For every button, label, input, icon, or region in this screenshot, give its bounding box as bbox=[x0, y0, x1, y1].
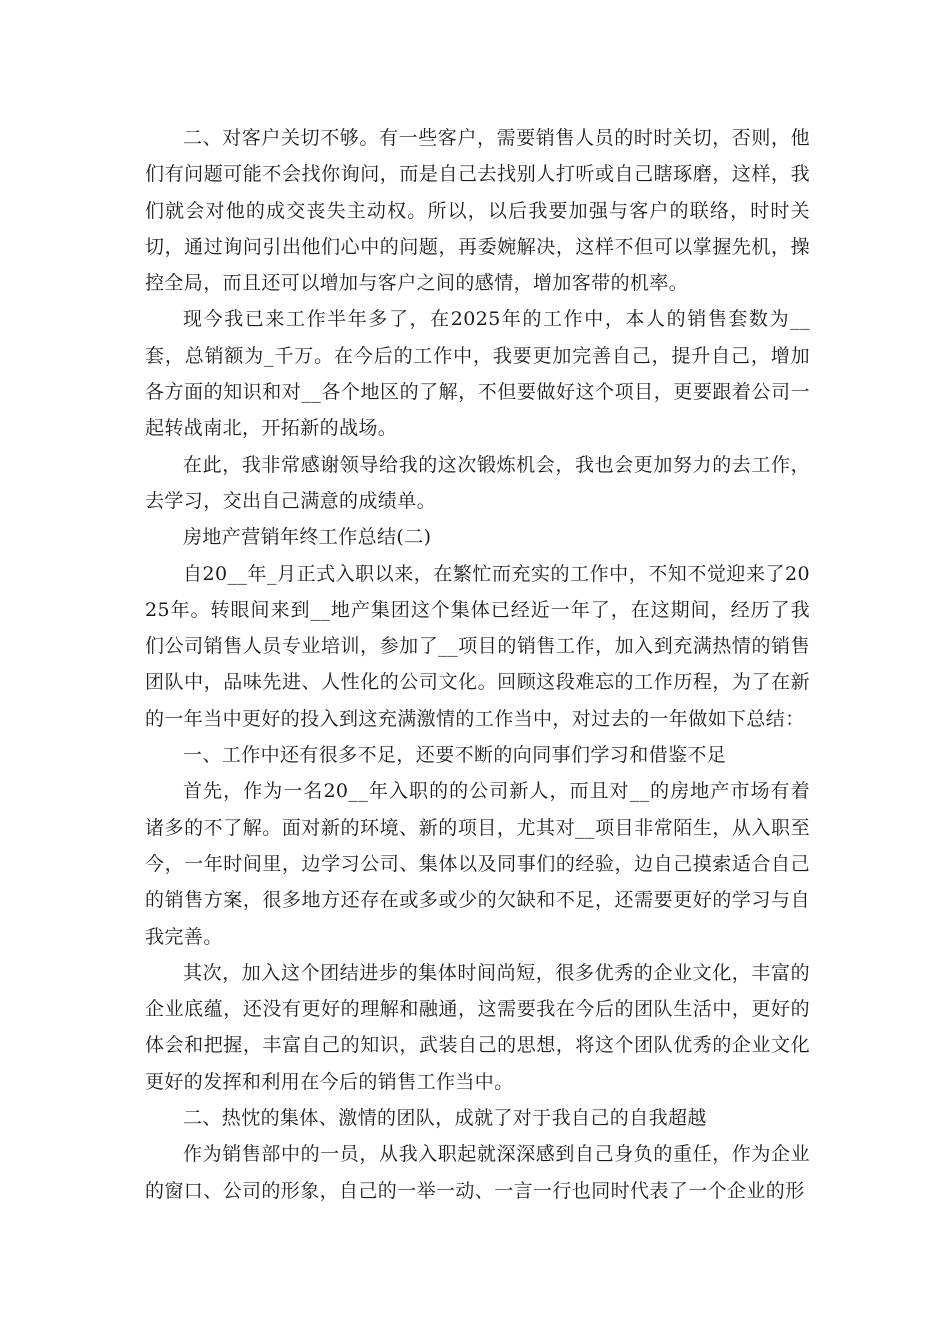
section-title: 房地产营销年终工作总结(二) bbox=[183, 526, 432, 549]
paragraph-first: 首先，作为一名20__年入职的的公司新人，而且对__的房地产市场有着诸多的不了解。面对新的环境、新的项目，尤其对__项目非常陌生，从入职至今，一年时间里，边学习公司、集体以及同事们的经验，边自己摸索适合自己的销售方案，很多地方还存在或多或少的欠缺和不足，还需要更好的学习与自我完善。 bbox=[145, 780, 810, 948]
paragraph-second: 其次，加入这个团结进步的集体时间尚短，很多优秀的企业文化，丰富的企业底蕴，还没有更好的理解和融通，这需要我在今后的团队生活中，更好的体会和把握，丰富自己的知识，武装自己的思想，将这个团队优秀的企业文化更好的发挥和利用在今后的销售工作当中。 bbox=[145, 961, 810, 1093]
heading-team: 二、热忱的集体、激情的团队，成就了对于我自己的自我超越 bbox=[183, 1107, 707, 1130]
paragraph-thanks: 在此，我非常感谢领导给我的这次锻炼机会，我也会更加努力的去工作，去学习，交出自己满意的成绩单。 bbox=[145, 453, 810, 512]
paragraph-customer-care: 二、对客户关切不够。有一些客户，需要销售人员的时时关切，否则，他们有问题可能不会找你询问，而是自己去找别人打听或自己瞎琢磨，这样，我们就会对他的成交丧失主动权。所以，以后我要加强与客户的联络，时时关切，通过询问引出他们心中的问题，再委婉解决，这样不但可以掌握先机，操控全局，而且还可以增加与客户之间的感情，增加客带的机率。 bbox=[145, 127, 810, 295]
paragraph-role: 作为销售部中的一员，从我入职起就深深感到自己身负的重任，作为企业的窗口、公司的形象，自己的一举一动、一言一行也同时代表了一个企业的形 bbox=[145, 1143, 810, 1202]
document-body bbox=[145, 120, 810, 1209]
heading-shortcomings: 一、工作中还有很多不足，还要不断的向同事们学习和借鉴不足 bbox=[183, 744, 727, 767]
paragraph-intro: 自20__年_月正式入职以来，在繁忙而充实的工作中，不知不觉迎来了2025年。转眼间来到__地产集团这个集体已经近一年了，在这期间，经历了我们公司销售人员专业培训，参加了__项目的销售工作，加入到充满热情的销售团队中，品味先进、人性化的公司文化。回顾这段难忘的工作历程，为了在新的一年当中更好的投入到这充满激情的工作当中，对过去的一年做如下总结： bbox=[145, 562, 810, 730]
paragraph-sales-summary: 现今我已来工作半年多了，在2025年的工作中，本人的销售套数为__套，总销额为_千万。在今后的工作中，我要更加完善自己，提升自己，增加各方面的知识和对__各个地区的了解，不但要做好这个项目，更要跟着公司一起转战南北，开拓新的战场。 bbox=[145, 308, 810, 440]
